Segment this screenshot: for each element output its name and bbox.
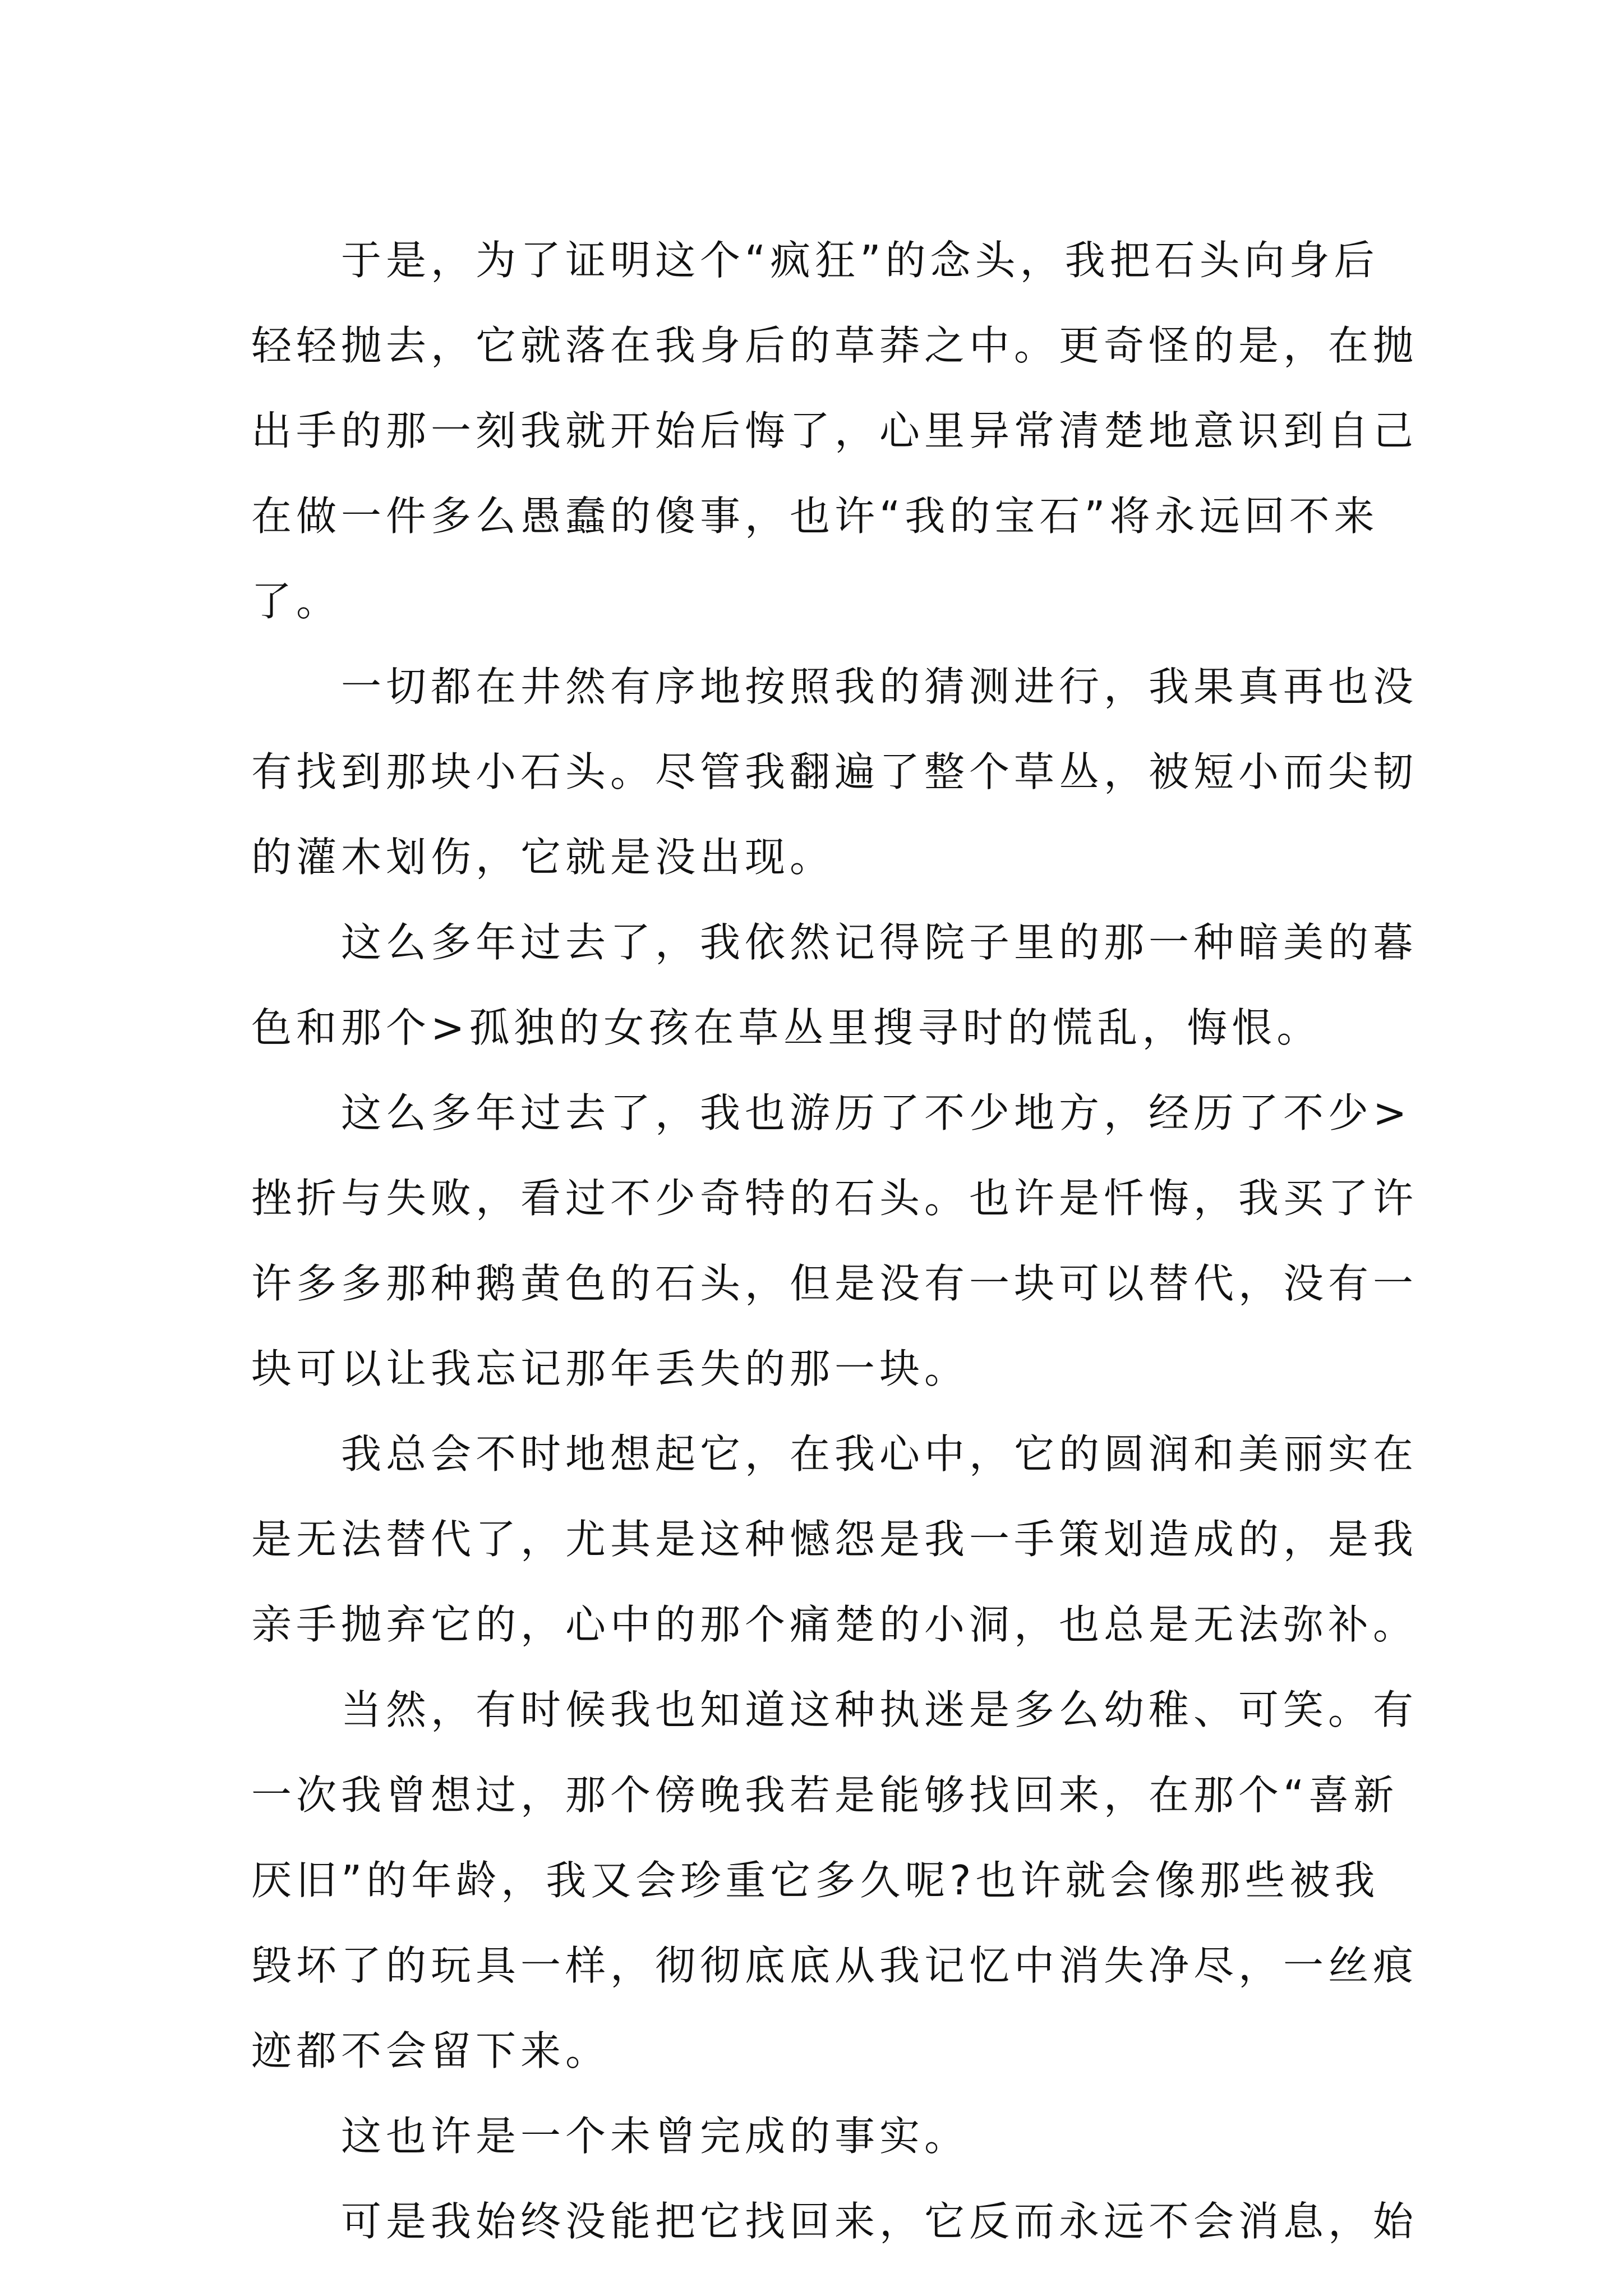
text-line: 轻轻抛去，它就落在我身后的草莽之中。更奇怪的是，在抛	[251, 322, 1418, 369]
text-line: 亲手抛弃它的，心中的那个痛楚的小洞，也总是无法弥补。	[251, 1601, 1418, 1648]
text-line: 有找到那块小石头。尽管我翻遍了整个草丛，被短小而尖韧	[251, 748, 1418, 795]
text-line: 这么多年过去了，我依然记得院子里的那一种暗美的暮	[251, 919, 1418, 966]
text-line: 挫折与失败，看过不少奇特的石头。也许是忏悔，我买了许	[251, 1175, 1418, 1222]
text-line: 当然，有时候我也知道这种执迷是多么幼稚、可笑。有	[251, 1686, 1418, 1733]
text-line: 迹都不会留下来。	[251, 2027, 611, 2074]
text-line: 是无法替代了，尤其是这种憾怨是我一手策划造成的，是我	[251, 1516, 1418, 1563]
text-line: 这也许是一个未曾完成的事实。	[251, 2113, 970, 2160]
text-line: 许多多那种鹅黄色的石头，但是没有一块可以替代，没有一	[251, 1260, 1418, 1307]
text-line: 的灌木划伤，它就是没出现。	[251, 834, 835, 881]
text-line: 于是，为了证明这个“疯狂”的念头，我把石头向身后	[251, 237, 1379, 284]
text-line: 了。	[251, 578, 342, 625]
text-line: 一切都在井然有序地按照我的猜测进行，我果真再也没	[251, 663, 1418, 710]
text-line: 色和那个>孤独的女孩在草丛里搜寻时的慌乱，悔恨。	[251, 1004, 1322, 1051]
text-line: 我总会不时地想起它，在我心中，它的圆润和美丽实在	[251, 1430, 1418, 1478]
text-line: 这么多年过去了，我也游历了不少地方，经历了不少>	[251, 1089, 1412, 1137]
text-line: 出手的那一刻我就开始后悔了，心里异常清楚地意识到自己	[251, 407, 1418, 454]
document-body	[251, 218, 1418, 2264]
text-line: 毁坏了的玩具一样，彻彻底底从我记忆中消失净尽，一丝痕	[251, 1942, 1418, 1989]
text-line: 可是我始终没能把它找回来，它反而永远不会消息，始	[251, 2198, 1418, 2245]
text-line: 一次我曾想过，那个傍晚我若是能够找回来，在那个“喜新	[251, 1772, 1399, 1819]
text-line: 块可以让我忘记那年丢失的那一块。	[251, 1345, 970, 1392]
text-line: 在做一件多么愚蠢的傻事，也许“我的宝石”将永远回不来	[251, 493, 1379, 540]
text-line: 厌旧”的年龄，我又会珍重它多久呢?也许就会像那些被我	[251, 1857, 1380, 1904]
